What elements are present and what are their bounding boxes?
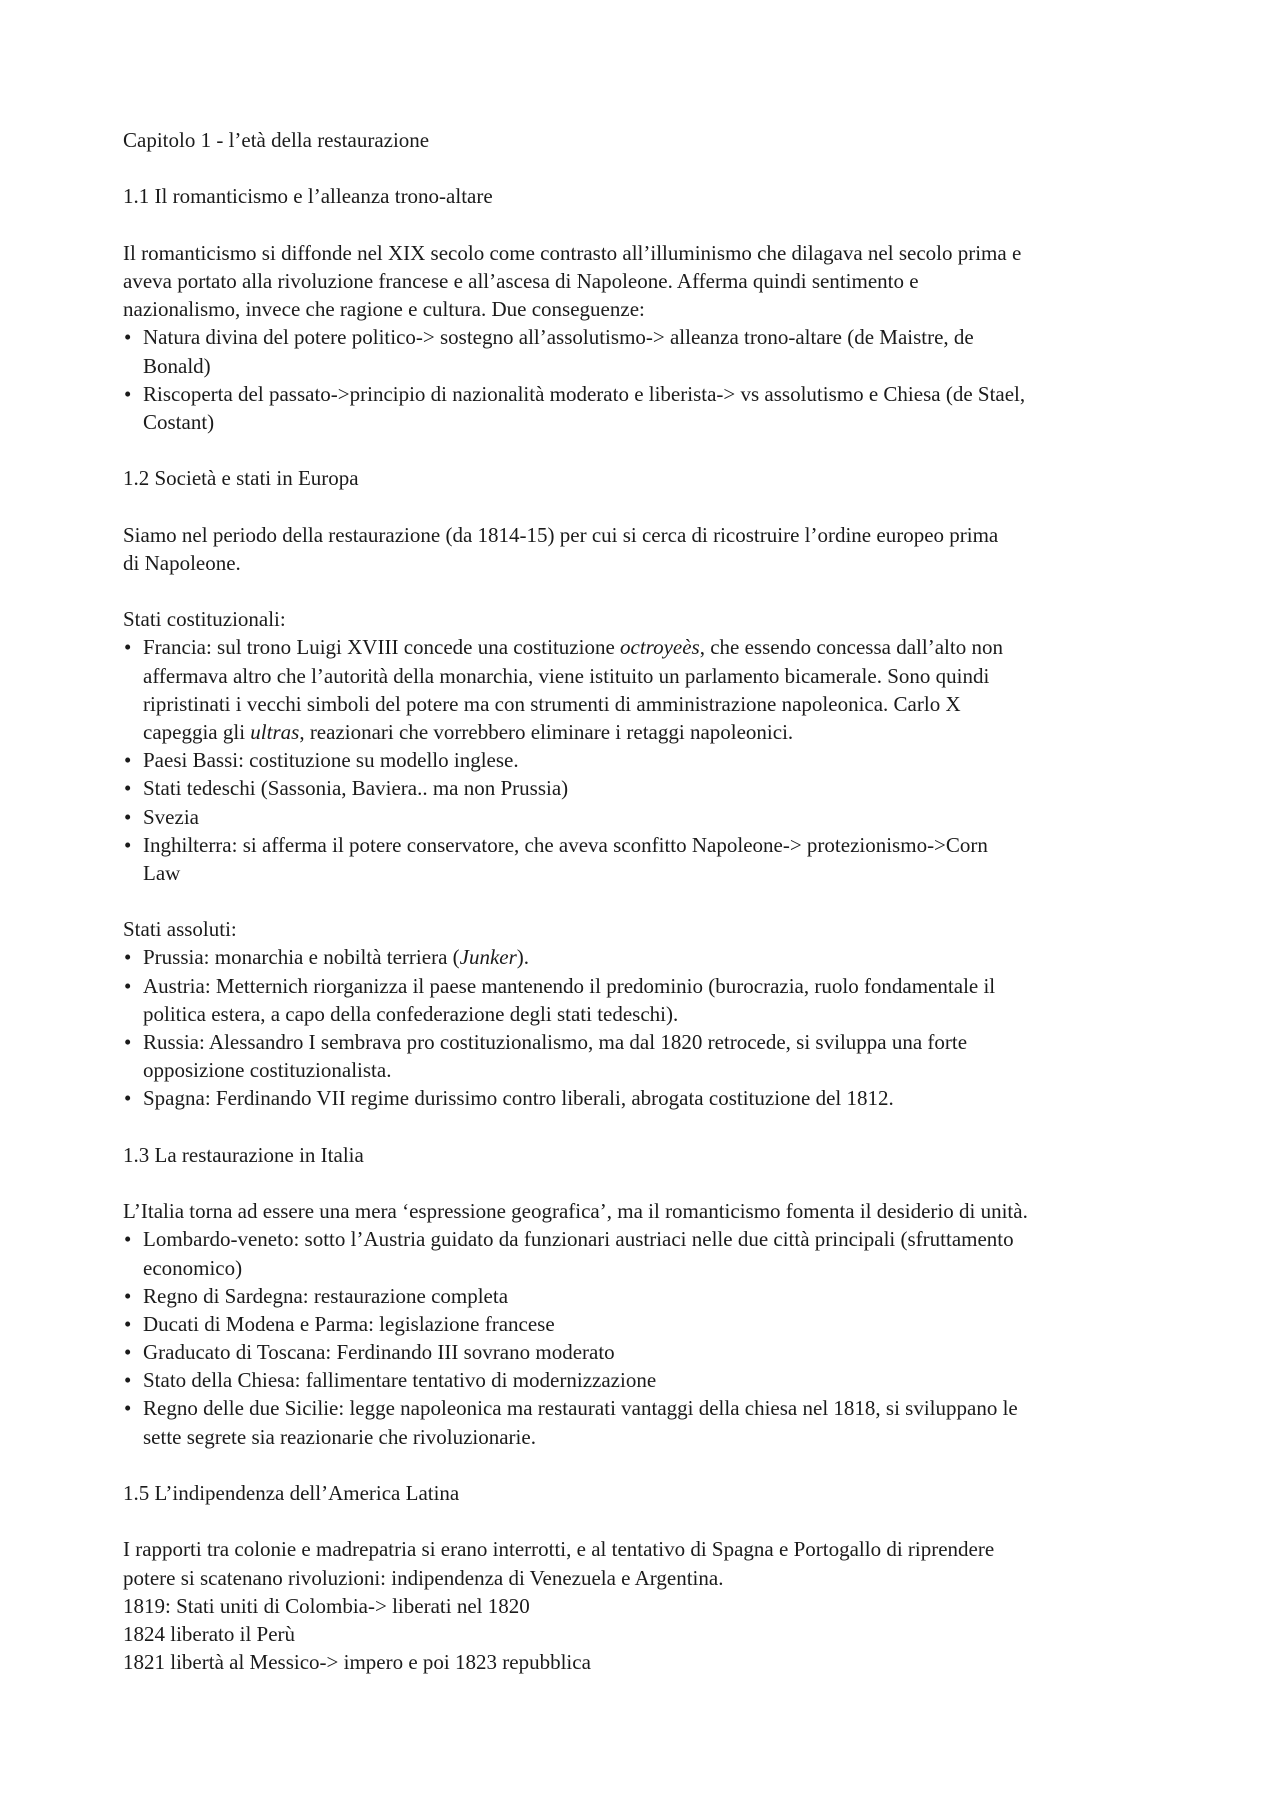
- list-item-continuation: Law: [143, 860, 181, 885]
- list-item-continuation: sette segrete sia reazionarie che rivoluzionarie.: [143, 1424, 536, 1449]
- spacer: [123, 577, 1173, 605]
- list-item: • Regno delle due Sicilie: legge napoleonica ma restaurati vantaggi della chiesa nel 1818, si sviluppano le: [123, 1394, 1173, 1422]
- list-item-continuation: [123, 718, 1173, 746]
- spacer: [123, 154, 1173, 182]
- section-heading-1-3: 1.3 La restaurazione in Italia: [123, 1142, 364, 1167]
- paragraph-line: aveva portato alla rivoluzione francese e all’ascesa di Napoleone. Afferma quindi sentimento e: [123, 268, 919, 293]
- text: Francia: sul trono Luigi XVIII concede una costituzione: [143, 635, 621, 660]
- absolute-states-label: Stati assoluti:: [123, 917, 237, 942]
- section-heading-1-5: 1.5 L’indipendenza dell’America Latina: [123, 1481, 460, 1505]
- spacer: [123, 211, 1173, 239]
- list-item: • Stati tedeschi (Sassonia, Baviera.. ma non Prussia): [123, 774, 1173, 802]
- spacer: [123, 1507, 1173, 1535]
- paragraph-line: I rapporti tra colonie e madrepatria si erano interrotti, e al tentativo di Spagna e Portogallo di riprendere: [123, 1537, 995, 1562]
- list-item-continuation: Bonald): [143, 353, 211, 378]
- list-item: • Inghilterra: si afferma il potere conservatore, che aveva sconfitto Napoleone-> protezionismo->Corn: [123, 831, 1173, 859]
- text: capeggia gli: [143, 719, 251, 744]
- list-item: • Stato della Chiesa: fallimentare tentativo di modernizzazione: [123, 1366, 1173, 1394]
- italic-term: octroyeès: [620, 635, 700, 660]
- list-item-francia: [123, 633, 1173, 661]
- list-item: • Austria: Metternich riorganizza il paese mantenendo il predominio (burocrazia, ruolo fondamentale il: [123, 972, 1173, 1000]
- document-page: [123, 126, 1173, 1676]
- constitutional-states-label: Stati costituzionali:: [123, 607, 286, 632]
- spacer: [123, 1451, 1173, 1479]
- paragraph-line: di Napoleone.: [123, 550, 241, 575]
- list-item-continuation: affermava altro che l’autorità della monarchia, viene istituito un parlamento bicamerale. Sono quindi: [143, 663, 990, 688]
- section-heading-1-1: 1.1 Il romanticismo e l’alleanza trono-altare: [123, 184, 493, 209]
- paragraph-line: potere si scatenano rivoluzioni: indipendenza di Venezuela e Argentina.: [123, 1565, 724, 1590]
- spacer: [123, 887, 1173, 915]
- spacer: [123, 1169, 1173, 1197]
- list-item-continuation: ripristinati i vecchi simboli del potere ma con strumenti di amministrazione napoleonica. Carlo X: [143, 691, 961, 716]
- list-item-continuation: economico): [143, 1255, 243, 1280]
- list-item-prussia: [123, 943, 1173, 971]
- timeline-line: 1819: Stati uniti di Colombia-> liberati nel 1820: [123, 1593, 530, 1618]
- timeline-line: 1821 libertà al Messico-> impero e poi 1823 repubblica: [123, 1650, 591, 1675]
- italic-term: ultras: [250, 719, 300, 744]
- text: Prussia: monarchia e nobiltà terriera (: [143, 945, 460, 970]
- list-item: • Spagna: Ferdinando VII regime durissimo contro liberali, abrogata costituzione del 1812.: [123, 1084, 1173, 1112]
- spacer: [123, 492, 1173, 520]
- list-item: • Graducato di Toscana: Ferdinando III sovrano moderato: [123, 1338, 1173, 1366]
- list-item-continuation: Costant): [143, 409, 215, 434]
- paragraph-line: L’Italia torna ad essere una mera ‘espressione geografica’, ma il romanticismo fomenta il desiderio di unità.: [123, 1199, 1028, 1224]
- spacer: [123, 1113, 1173, 1141]
- list-item: • Russia: Alessandro I sembrava pro costituzionalismo, ma dal 1820 retrocede, si sviluppa una forte: [123, 1028, 1173, 1056]
- text: ).: [516, 945, 530, 970]
- text: , che essendo concessa dall’alto non: [699, 635, 1003, 660]
- paragraph-line: Siamo nel periodo della restaurazione (da 1814-15) per cui si cerca di ricostruire l’ordine europeo prima: [123, 522, 999, 547]
- list-item: • Ducati di Modena e Parma: legislazione francese: [123, 1310, 1173, 1338]
- list-item: • Paesi Bassi: costituzione su modello inglese.: [123, 746, 1173, 774]
- list-item: • Regno di Sardegna: restaurazione completa: [123, 1282, 1173, 1310]
- list-item: • Natura divina del potere politico-> sostegno all’assolutismo-> alleanza trono-altare (de Maistre, de: [123, 323, 1173, 351]
- paragraph-line: Il romanticismo si diffonde nel XIX secolo come contrasto all’illuminismo che dilagava nel secolo prima e: [123, 240, 1022, 265]
- spacer: [123, 436, 1173, 464]
- chapter-title: Capitolo 1 - l’età della restaurazione: [123, 128, 430, 152]
- paragraph-line: nazionalismo, invece che ragione e cultura. Due conseguenze:: [123, 297, 645, 322]
- list-item-continuation: opposizione costituzionalista.: [143, 1058, 392, 1083]
- text: , reazionari che vorrebbero eliminare i retaggi napoleonici.: [299, 719, 794, 744]
- list-item: • Riscoperta del passato->principio di nazionalità moderato e liberista-> vs assolutismo e Chiesa (de Stael,: [123, 380, 1173, 408]
- list-item-continuation: politica estera, a capo della confederazione degli stati tedeschi).: [143, 1001, 679, 1026]
- section-heading-1-2: 1.2 Società e stati in Europa: [123, 466, 359, 491]
- list-item: • Svezia: [123, 803, 1173, 831]
- timeline-line: 1824 liberato il Perù: [123, 1621, 296, 1646]
- list-item: • Lombardo-veneto: sotto l’Austria guidato da funzionari austriaci nelle due città principali (sfruttamento: [123, 1225, 1173, 1253]
- italic-term: Junker: [459, 945, 517, 970]
